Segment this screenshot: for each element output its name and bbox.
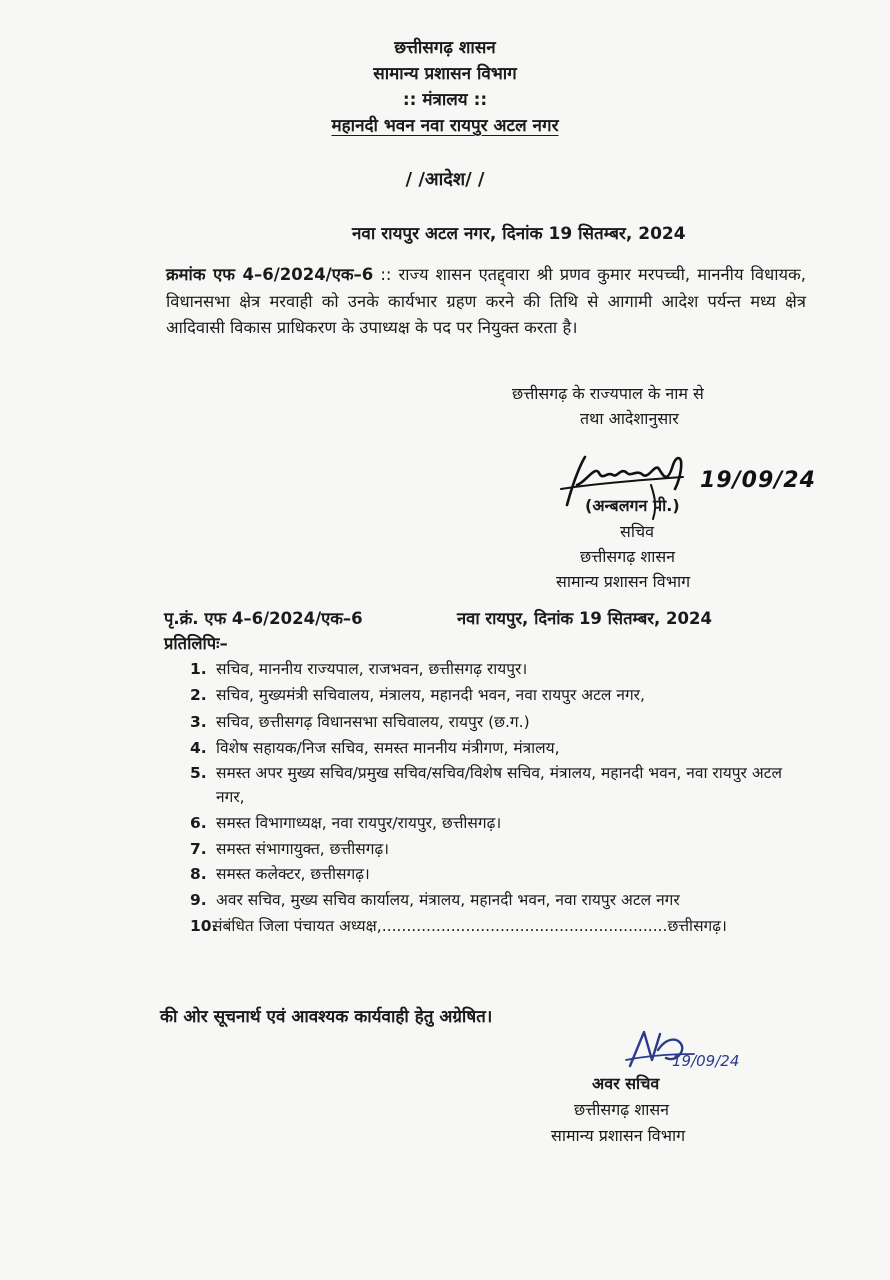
- signatory1-government: छत्तीसगढ़ शासन: [580, 547, 676, 566]
- signatory1-name: (अन्बलगन पी.): [585, 496, 680, 515]
- order-paragraph: [166, 262, 806, 342]
- list-item: 9. अवर सचिव, मुख्य सचिव कार्यालय, मंत्रालय, महानदी भवन, नवा रायपुर अटल नगर: [190, 890, 680, 909]
- header-ministry: :: मंत्रालय ::: [402, 90, 488, 110]
- order-body: :: राज्य शासन एतद्द्वारा श्री प्रणव कुमार मरपच्ची, माननीय विधायक, विधानसभा क्षेत्र मरवाही को उनके कार्यभार ग्रहण करने की तिथि से आगामी आदेश पर्यन्त मध्य क्षेत्र आदिवासी विकास प्राधिकरण के उपाध्यक्ष के पद पर नियुक्त करता है।: [166, 265, 806, 337]
- signatory2-designation: अवर सचिव: [592, 1074, 660, 1093]
- list-item: 4. विशेष सहायक/निज सचिव, समस्त माननीय मंत्रीगण, मंत्रालय,: [190, 738, 560, 757]
- list-item: 8. समस्त कलेक्टर, छत्तीसगढ़।: [190, 865, 370, 883]
- signatory1-designation: सचिव: [620, 522, 655, 541]
- list-item: 7. समस्त संभागायुक्त, छत्तीसगढ़।: [190, 839, 390, 858]
- header-department: सामान्य प्रशासन विभाग: [373, 64, 517, 84]
- closing-line: की ओर सूचनार्थ एवं आवश्यक कार्यवाही हेतु अग्रेषित।: [160, 1007, 493, 1027]
- copy-ref: पृ.क्रं. एफ 4–6/2024/एक–6: [164, 609, 363, 628]
- list-item: 5. समस्त अपर मुख्य सचिव/प्रमुख सचिव/सचिव/विशेष सचिव, मंत्रालय, महानदी भवन, नवा रायपुर अटल नगर,: [190, 764, 782, 806]
- header-government: छत्तीसगढ़ शासन: [394, 38, 496, 58]
- signature-under-secretary-date: 19/09/24: [672, 1052, 740, 1070]
- signatory2-government: छत्तीसगढ़ शासन: [574, 1100, 670, 1119]
- order-title: / /आदेश/ /: [405, 169, 485, 190]
- authority-line-2: तथा आदेशानुसार: [580, 409, 679, 428]
- signatory1-department: सामान्य प्रशासन विभाग: [556, 572, 691, 591]
- signature-under-secretary: [622, 1020, 702, 1080]
- copy-recipient-list: [190, 658, 802, 939]
- header-address: [0, 114, 890, 138]
- list-item: 2. सचिव, मुख्यमंत्री सचिवालय, मंत्रालय, महानदी भवन, नवा रायपुर अटल नगर,: [190, 685, 645, 704]
- order-dateline: नवा रायपुर अटल नगर, दिनांक 19 सितम्बर, 2024: [352, 224, 686, 244]
- list-item: 1. सचिव, माननीय राज्यपाल, राजभवन, छत्तीसगढ़ रायपुर।: [190, 660, 528, 678]
- list-item: 3. सचिव, छत्तीसगढ़ विधानसभा सचिवालय, रायपुर (छ.ग.): [190, 713, 530, 731]
- signatory2-department: सामान्य प्रशासन विभाग: [551, 1126, 686, 1145]
- list-item: 6. समस्त विभागाध्यक्ष, नवा रायपुर/रायपुर, छत्तीसगढ़।: [190, 814, 502, 832]
- order-ref: क्रमांक एफ 4–6/2024/एक–6: [166, 265, 374, 284]
- header-address-text: महानदी भवन नवा रायपुर अटल नगर: [331, 116, 559, 136]
- signature-secretary-date: 19/09/24: [700, 468, 816, 493]
- copy-dateline: नवा रायपुर, दिनांक 19 सितम्बर, 2024: [457, 609, 712, 628]
- copy-label: प्रतिलिपिः–: [164, 634, 228, 653]
- list-item: 10. संबंधित जिला पंचायत अध्यक्ष,..........................................................छत्तीसगढ़।: [190, 917, 727, 935]
- authority-line-1: छत्तीसगढ़ के राज्यपाल के नाम से: [512, 384, 704, 403]
